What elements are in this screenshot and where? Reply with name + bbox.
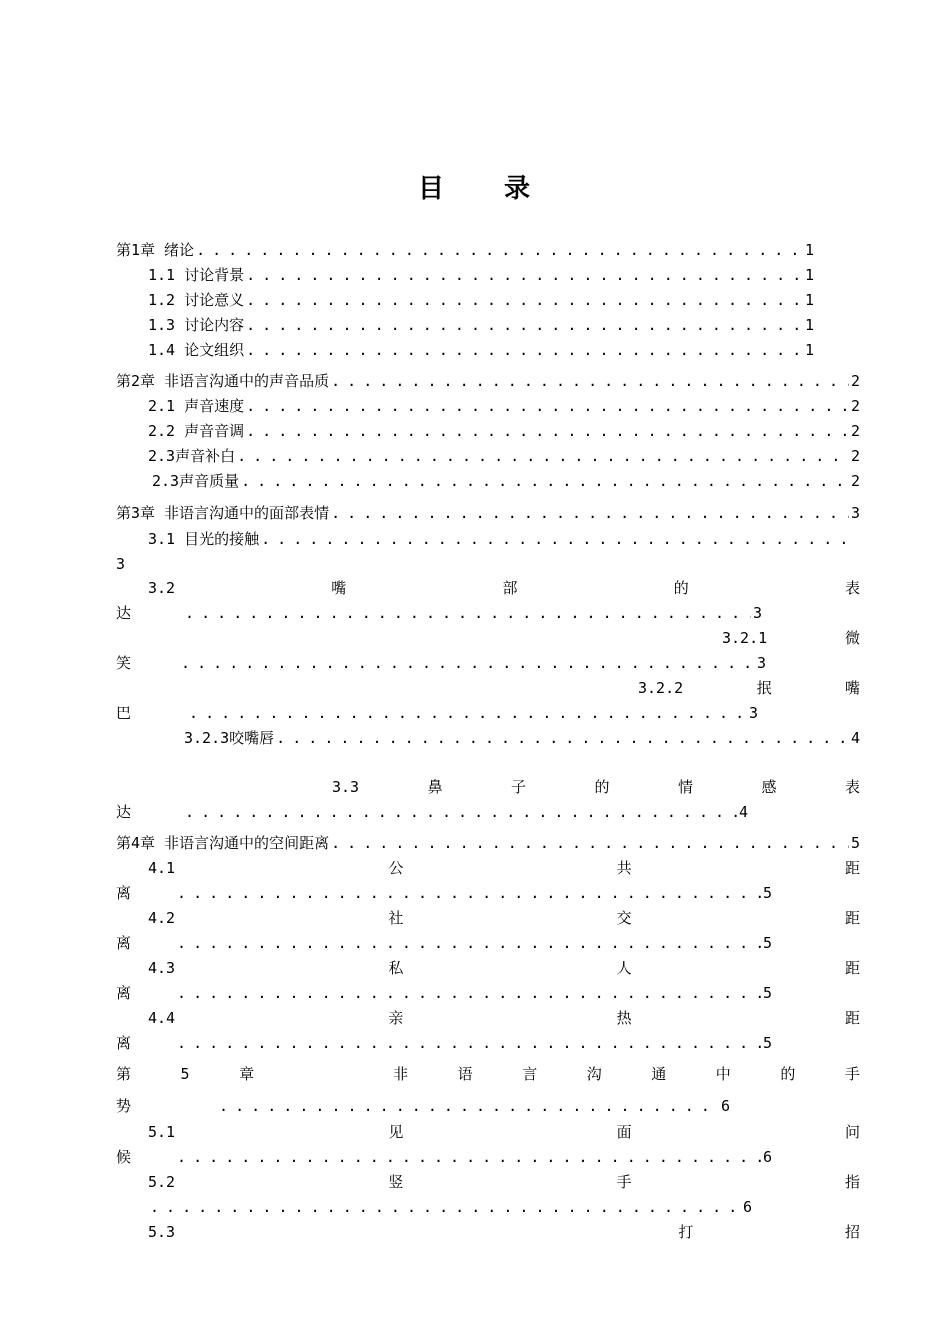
toc-entry-4-4-cont[interactable] <box>116 1033 772 1053</box>
toc-word: 表 <box>844 778 860 796</box>
toc-label: 巴 <box>116 704 132 722</box>
toc-label: 笑 <box>116 654 132 672</box>
toc-entry-5-3[interactable] <box>148 1222 860 1242</box>
dot-leader <box>177 1147 761 1167</box>
dot-leader <box>185 802 737 822</box>
toc-entry-4-2[interactable] <box>148 908 860 928</box>
toc-label: 达 <box>116 604 132 622</box>
toc-word: 竖 <box>388 1173 404 1191</box>
toc-entry-ch5[interactable] <box>116 1064 860 1084</box>
toc-word: 嘴 <box>844 679 860 697</box>
toc-word: 手 <box>844 1065 860 1083</box>
toc-entry-4-4[interactable] <box>148 1008 860 1028</box>
dot-leader <box>246 421 849 441</box>
toc-entry-3-3-cont[interactable] <box>116 802 748 822</box>
toc-entry-5-1[interactable] <box>148 1122 860 1142</box>
dot-leader <box>237 446 849 466</box>
toc-page: 6 <box>742 1198 752 1216</box>
toc-word: 微 <box>844 629 860 647</box>
toc-label: 1.3 讨论内容 <box>148 316 245 334</box>
dot-leader <box>177 933 761 953</box>
toc-label: 1.1 讨论背景 <box>148 266 245 284</box>
toc-entry-3-2-3[interactable] <box>184 728 860 748</box>
toc-entry-5-1-cont[interactable] <box>116 1147 772 1167</box>
toc-entry-2-3a[interactable] <box>148 446 860 466</box>
toc-page: 3 <box>752 604 762 622</box>
toc-word: 通 <box>651 1065 667 1083</box>
toc-entry-4-3[interactable] <box>148 958 860 978</box>
toc-word: 中 <box>715 1065 731 1083</box>
toc-label: 离 <box>116 984 132 1002</box>
toc-entry-3-1[interactable] <box>148 529 860 549</box>
toc-word: 公 <box>388 859 404 877</box>
toc-word: 3.2.2 <box>638 679 684 697</box>
toc-word: 面 <box>616 1123 632 1141</box>
toc-word: 部 <box>502 579 518 597</box>
toc-entry-1-2[interactable] <box>148 290 814 310</box>
toc-page: 5 <box>850 834 860 852</box>
dot-leader <box>246 396 849 416</box>
dot-leader <box>219 1096 719 1116</box>
dot-leader <box>181 653 755 673</box>
toc-page: 3 <box>756 654 766 672</box>
toc-word: 言 <box>522 1065 538 1083</box>
toc-page: 6 <box>720 1097 730 1115</box>
toc-label: 达 <box>116 803 132 821</box>
toc-word: 3.2.1 <box>722 629 768 647</box>
toc-entry-2-3b[interactable] <box>152 471 860 491</box>
toc-word: 的 <box>673 579 689 597</box>
toc-entry-ch3[interactable] <box>116 503 860 523</box>
toc-page: 2 <box>850 397 860 415</box>
toc-word: 3.3 <box>332 778 360 796</box>
toc-entry-5-2[interactable] <box>148 1172 860 1192</box>
toc-label: 2.3声音补白 <box>148 447 236 465</box>
dot-leader <box>177 1033 761 1053</box>
toc-entry-3-2-cont[interactable] <box>116 603 762 623</box>
toc-word: 非 <box>393 1065 409 1083</box>
toc-word: 人 <box>616 959 632 977</box>
dot-leader <box>150 1197 741 1217</box>
dot-leader <box>331 503 849 523</box>
toc-word: 5.3 <box>148 1223 176 1241</box>
toc-entry-ch4[interactable] <box>116 833 860 853</box>
toc-word: 4.3 <box>148 959 176 977</box>
toc-word: 距 <box>844 959 860 977</box>
toc-word: 5 <box>180 1065 190 1083</box>
toc-page: 2 <box>850 447 860 465</box>
dot-leader <box>189 703 747 723</box>
toc-label: 离 <box>116 1034 132 1052</box>
toc-entry-2-1[interactable] <box>148 396 860 416</box>
toc-word: 4.4 <box>148 1009 176 1027</box>
toc-page: 3 <box>116 555 126 573</box>
toc-word: 章 <box>239 1065 255 1083</box>
dot-leader <box>185 603 751 623</box>
toc-page: 3 <box>748 704 758 722</box>
toc-page: 3 <box>850 504 860 522</box>
toc-label: 1.2 讨论意义 <box>148 291 245 309</box>
toc-entry-3-2-2[interactable] <box>638 678 860 698</box>
toc-label: 2.1 声音速度 <box>148 397 245 415</box>
toc-word: 嘴 <box>331 579 347 597</box>
toc-label: 离 <box>116 934 132 952</box>
title-char-1: 目 <box>417 174 446 204</box>
toc-word: 的 <box>594 778 610 796</box>
toc-page: 5 <box>762 884 772 902</box>
toc-page: 4 <box>738 803 748 821</box>
toc-entry-2-2[interactable] <box>148 421 860 441</box>
toc-entry-3-2-1-cont[interactable] <box>116 653 766 673</box>
dot-leader <box>246 315 803 335</box>
toc-label: 第2章 非语言沟通中的声音品质 <box>116 372 330 390</box>
dot-leader <box>246 290 803 310</box>
toc-word: 第 <box>116 1065 132 1083</box>
toc-word: 距 <box>844 909 860 927</box>
toc-entry-1-3[interactable] <box>148 315 814 335</box>
toc-word: 5.1 <box>148 1123 176 1141</box>
toc-page: 1 <box>804 266 814 284</box>
toc-label: 第1章 绪论 <box>116 241 195 259</box>
toc-entry-ch1[interactable] <box>116 240 814 260</box>
toc-entry-4-2-cont[interactable] <box>116 933 772 953</box>
toc-word: 共 <box>616 859 632 877</box>
toc-label: 2.2 声音音调 <box>148 422 245 440</box>
toc-word: 打 <box>678 1223 694 1241</box>
toc-word: 亲 <box>388 1009 404 1027</box>
toc-word: 问 <box>844 1123 860 1141</box>
toc-label: 候 <box>116 1148 132 1166</box>
dot-leader <box>246 265 803 285</box>
dot-leader <box>241 471 849 491</box>
toc-word: 5.2 <box>148 1173 176 1191</box>
toc-page: 5 <box>762 984 772 1002</box>
toc-word: 距 <box>844 859 860 877</box>
toc-entry-4-1-cont[interactable] <box>116 883 772 903</box>
toc-page: 2 <box>850 422 860 440</box>
toc-entry-1-1[interactable] <box>148 265 814 285</box>
toc-word: 抿 <box>756 679 772 697</box>
dot-leader <box>331 833 849 853</box>
toc-label: 第4章 非语言沟通中的空间距离 <box>116 834 330 852</box>
toc-entry-3-2-1[interactable] <box>722 628 860 648</box>
toc-word: 语 <box>457 1065 473 1083</box>
toc-page: 1 <box>804 291 814 309</box>
dot-leader <box>196 240 803 260</box>
toc-entry-4-3-cont[interactable] <box>116 983 772 1003</box>
toc-entry-3-2-2-cont[interactable] <box>116 703 758 723</box>
dot-leader <box>331 371 849 391</box>
toc-word: 感 <box>761 778 777 796</box>
dot-leader <box>276 728 849 748</box>
toc-page: 1 <box>804 341 814 359</box>
toc-entry-3-2[interactable] <box>148 578 860 598</box>
toc-word: 社 <box>388 909 404 927</box>
toc-word: 指 <box>844 1173 860 1191</box>
toc-entry-ch2[interactable] <box>116 371 860 391</box>
toc-entry-4-1[interactable] <box>148 858 860 878</box>
toc-label: 势 <box>116 1097 132 1115</box>
toc-page: 6 <box>762 1148 772 1166</box>
toc-entry-ch5-cont[interactable] <box>116 1096 730 1116</box>
toc-word: 4.1 <box>148 859 176 877</box>
toc-page: 4 <box>850 729 860 747</box>
toc-page: 5 <box>762 1034 772 1052</box>
toc-word: 沟 <box>586 1065 602 1083</box>
toc-entry-1-4[interactable] <box>148 340 814 360</box>
toc-label: 离 <box>116 884 132 902</box>
toc-page: 2 <box>850 472 860 490</box>
toc-word: 情 <box>678 778 694 796</box>
toc-label: 3.2.3咬嘴唇 <box>184 729 275 747</box>
dot-leader <box>246 340 803 360</box>
dot-leader <box>177 883 761 903</box>
toc-word: 鼻 <box>427 778 443 796</box>
dot-leader <box>261 529 858 549</box>
toc-page: 1 <box>804 241 814 259</box>
toc-word: 3.2 <box>148 579 176 597</box>
title-char-2: 录 <box>504 174 533 204</box>
toc-entry-5-2-cont[interactable] <box>148 1197 752 1217</box>
toc-label: 3.1 目光的接触 <box>148 530 260 548</box>
toc-word: 私 <box>388 959 404 977</box>
toc-label: 第3章 非语言沟通中的面部表情 <box>116 504 330 522</box>
toc-word: 的 <box>780 1065 796 1083</box>
toc-label: 2.3声音质量 <box>152 472 240 490</box>
toc-page: 2 <box>850 372 860 390</box>
toc-page: 1 <box>804 316 814 334</box>
toc-label: 1.4 论文组织 <box>148 341 245 359</box>
toc-word: 4.2 <box>148 909 176 927</box>
toc-word: 表 <box>844 579 860 597</box>
toc-word: 见 <box>388 1123 404 1141</box>
page-title <box>0 168 950 205</box>
toc-word: 手 <box>616 1173 632 1191</box>
toc-word: 子 <box>511 778 527 796</box>
toc-word: 招 <box>844 1223 860 1241</box>
toc-word: 距 <box>844 1009 860 1027</box>
toc-word: 交 <box>616 909 632 927</box>
dot-leader <box>177 983 761 1003</box>
toc-word: 热 <box>616 1009 632 1027</box>
toc-page: 5 <box>762 934 772 952</box>
toc-entry-3-3[interactable] <box>332 777 860 797</box>
